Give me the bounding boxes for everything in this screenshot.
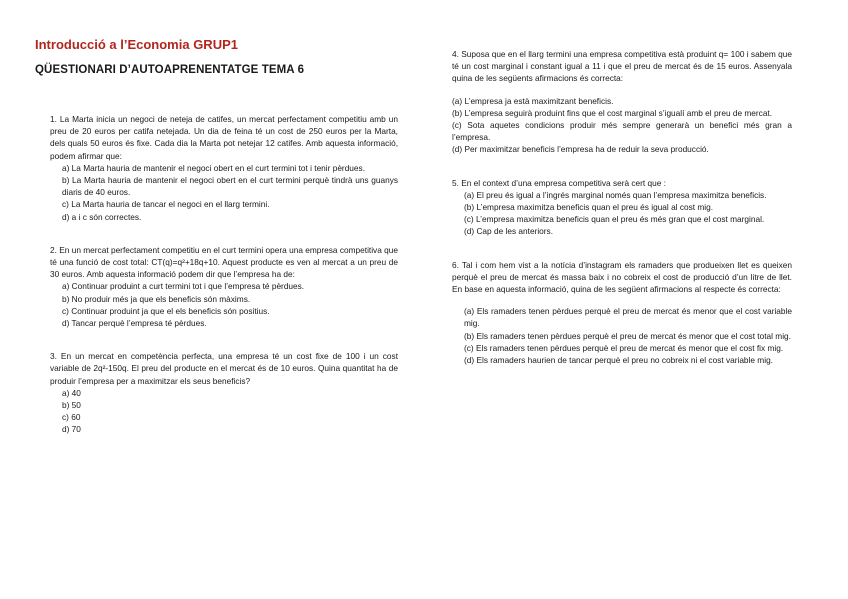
question-option: (b) L’empresa seguirà produint fins que el cost marginal s’igualí amb el preu de mercat. — [452, 107, 773, 118]
question-1 — [50, 113, 398, 223]
question-option: c) La Marta hauria de tancar el negoci en el llarg termini. — [62, 199, 270, 210]
right-column — [452, 48, 792, 376]
question-option: b) La Marta hauria de mantenir el negoci obert en el curt termini perquè tindrà uns guanys diaris de 40 euros. — [62, 175, 398, 198]
question-option: (b) L’empresa maximitza beneficis quan el preu és igual al cost mig. — [464, 202, 714, 213]
question-4 — [452, 48, 792, 156]
question-option: (a) El preu és igual a l’ingrés marginal només quan l’empresa maximitza beneficis. — [464, 189, 767, 200]
question-option: a) La Marta hauria de mantenir el negoci obert en el curt termini tot i tenir pèrdues. — [62, 162, 365, 173]
question-option: d) Tancar perquè l’empresa té pèrdues. — [62, 318, 207, 329]
question-option: a) Continuar produint a curt termini tot i que l’empresa té pèrdues. — [62, 281, 305, 292]
question-option: (a) L’empresa ja està maximitzant beneficis. — [452, 95, 614, 106]
question-3 — [50, 350, 398, 435]
question-stem: 4. Suposa que en el llarg termini una empresa competitiva està produint q= 100 i sabem que té un cost marginal i constant igual a 11 i que el preu de mercat és de 15 euros. Assenyala quina de les següents afirmacions és correcta: — [452, 49, 792, 84]
question-stem: 2. En un mercat perfectament competitiu en el curt termini opera una empresa competitiva que té una funció de cost total: CT(q)=q²+18q+10. Aquest producte es ven al mercat a un preu de 30 euros. Amb aquesta informació podem dir que l’empresa ha de: — [50, 244, 398, 280]
question-option: (a) Els ramaders tenen pèrdues perquè el preu de mercat és menor que el cost variable mig. — [464, 306, 792, 329]
question-stem: 6. Tal i com hem vist a la notícia d’instagram els ramaders que produeixen llet es queixen perquè el preu de mercat és massa baix i no cobreix el cost de producció d’un litre de llet. En base en aquesta informació, quina de les següent afirmacions al respecte és correcta: — [452, 259, 792, 295]
question-option: b) 50 — [62, 400, 81, 411]
left-column — [50, 113, 398, 446]
question-option: (b) Els ramaders tenen pèrdues perquè el preu de mercat és menor que el cost total mig. — [464, 330, 791, 341]
question-option: (c) Els ramaders tenen pèrdues perquè el preu de mercat és menor que el cost fix mig. — [464, 342, 784, 353]
question-5 — [452, 177, 792, 238]
question-option: a) 40 — [62, 387, 81, 398]
question-option: (d) Cap de les anteriors. — [464, 226, 554, 237]
question-stem: 1. La Marta inicia un negoci de neteja de catifes, un mercat perfectament competitiu amb un preu de 20 euros per catifa netejada. Un dia de feina té un cost de 250 euros per la Marta, dels quals 50 euros és fixe. Cada dia la Marta pot netejar 12 catifes. Amb aquesta informació, podem afirmar que: — [50, 114, 398, 161]
question-option: (c) Sota aquetes condicions produir més sempre generarà un benefici més gran a l’empresa. — [452, 120, 792, 143]
document-title: Introducció a l’Economia GRUP1 — [35, 37, 238, 52]
question-option: b) No produir més ja que els beneficis són màxims. — [62, 293, 251, 304]
question-6 — [452, 259, 792, 367]
document-subtitle: QÜESTIONARI D’AUTOAPRENENTATGE TEMA 6 — [35, 64, 305, 76]
question-option: (d) Els ramaders haurien de tancar perquè el preu no cobreix ni el cost variable mig. — [464, 355, 773, 366]
question-option: (d) Per maximitzar beneficis l’empresa ha de reduir la seva producció. — [452, 144, 709, 155]
question-option: c) Continuar produint ja que el els beneficis són positius. — [62, 305, 270, 316]
question-option: (c) L’empresa maximitza beneficis quan el preu és més gran que el cost marginal. — [464, 214, 765, 225]
question-stem: 5. En el context d’una empresa competitiva serà cert que : — [452, 177, 666, 188]
question-2 — [50, 244, 398, 329]
question-option: d) a i c són correctes. — [62, 211, 142, 222]
question-option: c) 60 — [62, 412, 81, 423]
question-stem: 3. En un mercat en competència perfecta, una empresa té un cost fixe de 100 i un cost variable de 2q²-150q. El preu del producte en el mercat és de 10 euros. Quina quantitat ha de produir l’empresa per a maximitzar els seus beneficis? — [50, 351, 398, 386]
question-option: d) 70 — [62, 424, 81, 435]
